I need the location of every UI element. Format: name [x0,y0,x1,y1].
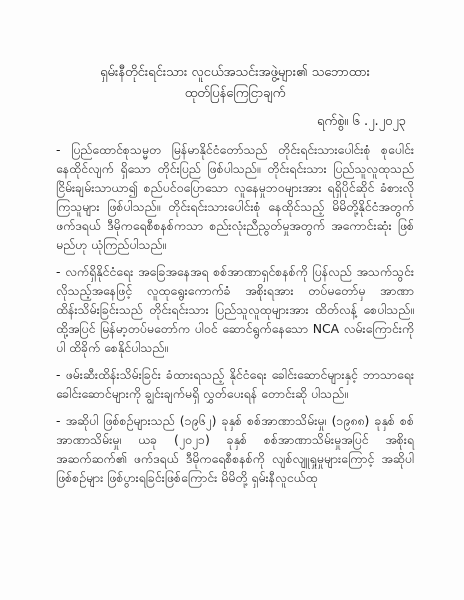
paragraph-2: - လက်ရှိနိုင်ငံရေး အခြေအနေအရ စစ်အာဏာရှင်စနစ်ကို ပြန်လည် အသက်သွင်း လိုသည့်အနေဖြင့် လူထုရွေးကောက်ခံ အစိုးရအား တပ်မတော်မှ အာဏာထိန်းသိမ်းခြင်းသည် တိုင်းရင်းသား ပြည်သူလူထုများအား ထိတ်လန့် စေပါသည်။ ထို့အပြင် မြန်မာ့တပ်မတော်က ပါဝင် ဆောင်ရွက်နေသော NCA လမ်းကြောင်းကိုပါ ထိခိုက် စေနိုင်ပါသည်။ [56,264,414,355]
statement-title [56,62,414,104]
title-line-2: ထုတ်ပြန်ကြေငြာချက် [184,86,286,101]
paragraph-1: - ပြည်ထောင်စုသမ္မတ မြန်မာနိုင်ငံတော်သည် တိုင်းရင်းသားပေါင်းစုံ စုပေါင်း နေထိုင်လျက် ရှိသော တိုင်းပြည် ဖြစ်ပါသည်။ တိုင်းရင်းသား ပြည်သူလူထုသည် ငြိမ်းချမ်းသာယာ၍ စည်ပင်ဝပြောသော လူနေမှုဘဝများအား ရရှိပိုင်ဆိုင် ခံစားလိုကြသူများ ဖြစ်ပါသည်။ တိုင်းရင်းသားပေါင်းစုံ နေထိုင်သည့် မိမိတို့နိုင်ငံအတွက် ဖက်ဒရယ် ဒီမိုကရေစီစနစ်ကသာ စည်းလုံးညီညွတ်မှုအတွက် အကောင်းဆုံး ဖြစ်မည်ဟု ယုံကြည်ပါသည်။ [56,142,414,252]
paragraph-4: - အဆိုပါ ဖြစ်စဉ်များသည် (၁၉၆၂) ခုနှစ် စစ်အာဏာသိမ်းမှု၊ (၁၉၈၈) ခုနှစ် စစ်အာဏာသိမ်းမှု၊ ယခု (၂၀၂၁) ခုနှစ် စစ်အာဏာသိမ်းမှုအပြင် အစိုးရ အဆက်ဆက်၏ ဖက်ဒရယ် ဒီမိုကရေစီစနစ်ကို လျစ်လျူရှုမှုများကြောင့် အဆိုပါဖြစ်စဉ်များ ဖြစ်ပွားရခြင်းဖြစ်ကြောင်း မိမိတို့ ရှမ်းနီလူငယ်ထု [56,413,414,485]
title-line-1: ရှမ်းနီတိုင်းရင်းသား လူငယ်အသင်းအဖွဲ့များ၏ သဘောထား [100,65,370,80]
paragraph-3: - ဖမ်းဆီးထိန်းသိမ်းခြင်း ခံထားရသည့် နိုင်ငံရေး ခေါင်းဆောင်များနှင့် ဘာသာရေးခေါင်းဆောင်များကို ချွင်းချက်မရှိ လွှတ်ပေးရန် တောင်းဆို ပါသည်။ [56,367,414,401]
statement-date: ရက်စွဲ။ ၆ .၂.၂၀၂၃ [316,114,406,129]
